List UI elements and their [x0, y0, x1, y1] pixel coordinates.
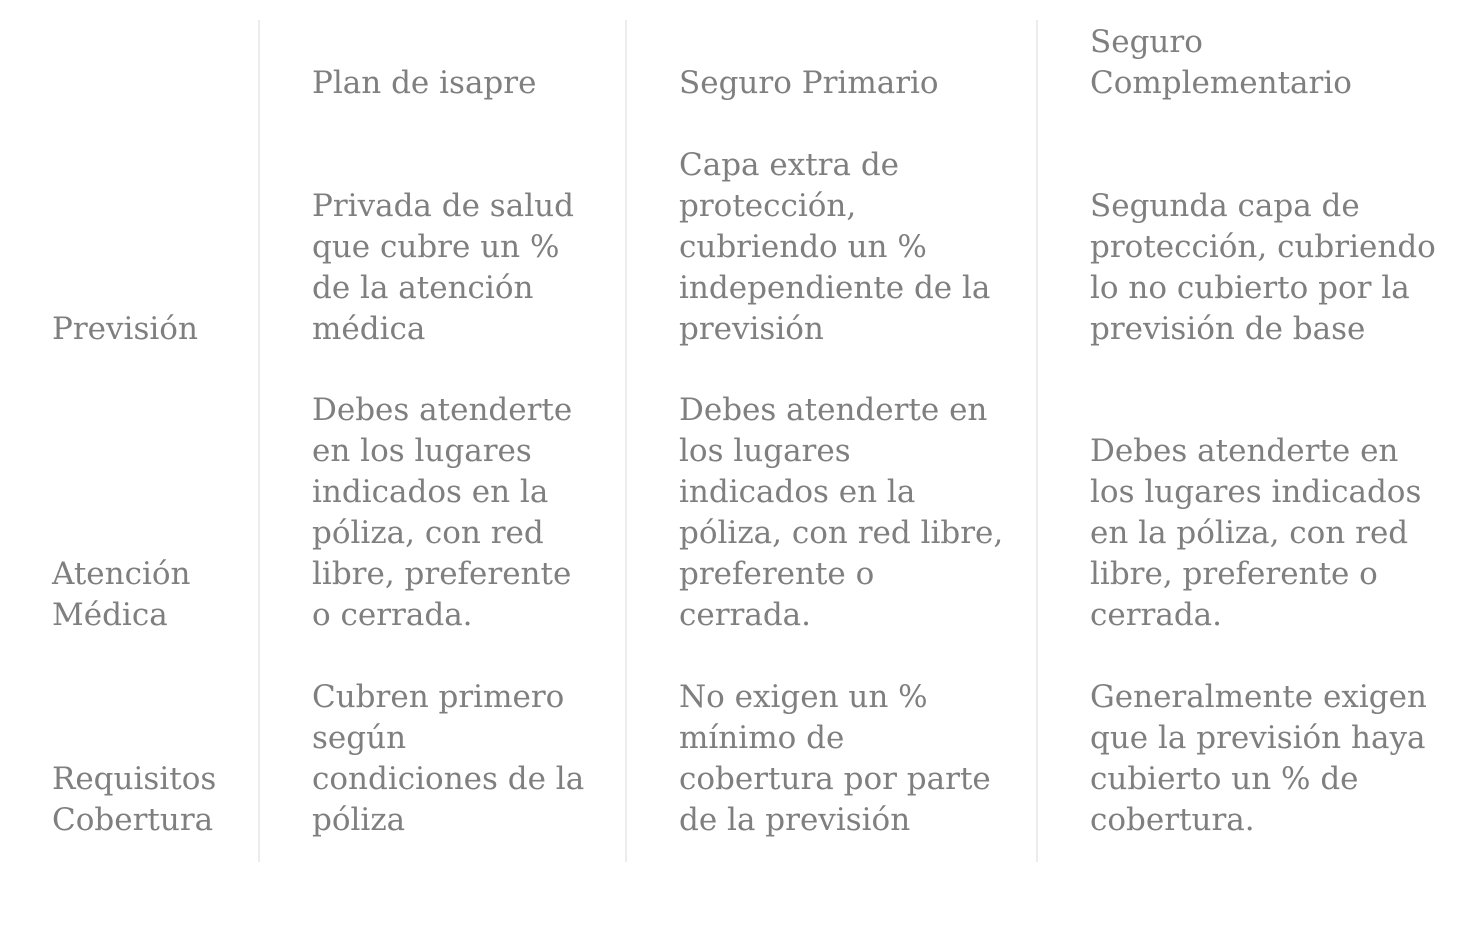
column-header-line: Plan de isapre: [312, 65, 537, 101]
row-label-atencion-medica: [52, 390, 242, 636]
cell-line: póliza: [312, 802, 406, 838]
column-divider: [258, 20, 260, 862]
cell-line: según: [312, 720, 407, 756]
cell-line: previsión de base: [1090, 311, 1366, 347]
column-header-plan-de-isapre: [312, 20, 612, 104]
cell-line: preferente o: [679, 556, 875, 592]
cell-line: los lugares indicados: [1090, 474, 1422, 510]
cell-line: protección,: [679, 188, 857, 224]
cell-line: o cerrada.: [312, 597, 473, 633]
column-divider: [625, 20, 627, 862]
cell-prevision-plan-de-isapre: [312, 145, 612, 350]
cell-requisitos-seguro-complementario: [1090, 676, 1450, 841]
cell-line: Privada de salud: [312, 188, 574, 224]
cell-line: médica: [312, 311, 426, 347]
row-label-line: Atención: [52, 556, 191, 592]
cell-line: póliza, con red libre,: [679, 515, 1004, 551]
column-divider: [1036, 20, 1038, 862]
cell-line: Generalmente exigen: [1090, 679, 1427, 715]
row-label-prevision: [52, 145, 242, 350]
cell-line: libre, preferente: [312, 556, 572, 592]
cell-line: en la póliza, con red: [1090, 515, 1409, 551]
cell-line: condiciones de la: [312, 761, 585, 797]
cell-line: los lugares: [679, 433, 851, 469]
column-header-line: Complementario: [1090, 65, 1352, 101]
cell-line: cobertura.: [1090, 802, 1255, 838]
column-header-seguro-complementario: [1090, 20, 1450, 104]
row-label-line: Médica: [52, 597, 168, 633]
cell-line: lo no cubierto por la: [1090, 270, 1410, 306]
cell-line: previsión: [679, 311, 824, 347]
cell-requisitos-plan-de-isapre: [312, 676, 612, 841]
cell-line: cubierto un % de: [1090, 761, 1359, 797]
cell-line: No exigen un %: [679, 679, 928, 715]
row-label-line: Cobertura: [52, 802, 214, 838]
cell-prevision-seguro-primario: [679, 145, 1009, 350]
cell-line: indicados en la: [679, 474, 916, 510]
cell-line: Debes atenderte: [312, 392, 573, 428]
cell-line: de la previsión: [679, 802, 911, 838]
cell-atencion-seguro-primario: [679, 390, 1009, 636]
column-header-line: Seguro: [1090, 24, 1203, 60]
cell-line: en los lugares: [312, 433, 532, 469]
cell-line: Debes atenderte en: [679, 392, 988, 428]
cell-prevision-seguro-complementario: [1090, 145, 1450, 350]
column-header-seguro-primario: [679, 20, 1009, 104]
cell-line: protección, cubriendo: [1090, 229, 1436, 265]
cell-requisitos-seguro-primario: [679, 676, 1009, 841]
cell-line: que cubre un %: [312, 229, 560, 265]
cell-line: indicados en la: [312, 474, 549, 510]
row-label-line: Requisitos: [52, 761, 217, 797]
cell-line: cobertura por parte: [679, 761, 991, 797]
cell-line: Cubren primero: [312, 679, 565, 715]
cell-line: Segunda capa de: [1090, 188, 1360, 224]
row-label-requisitos-cobertura: [52, 676, 242, 841]
cell-atencion-seguro-complementario: [1090, 390, 1450, 636]
cell-line: Debes atenderte en: [1090, 433, 1399, 469]
cell-line: libre, preferente o: [1090, 556, 1378, 592]
row-label-line: Previsión: [52, 311, 198, 347]
cell-line: cerrada.: [1090, 597, 1223, 633]
cell-line: póliza, con red: [312, 515, 544, 551]
cell-line: cubriendo un %: [679, 229, 927, 265]
cell-line: cerrada.: [679, 597, 812, 633]
cell-line: independiente de la: [679, 270, 991, 306]
cell-line: mínimo de: [679, 720, 845, 756]
cell-line: de la atención: [312, 270, 534, 306]
cell-atencion-plan-de-isapre: [312, 390, 612, 636]
column-header-line: Seguro Primario: [679, 65, 939, 101]
cell-line: que la previsión haya: [1090, 720, 1426, 756]
cell-line: Capa extra de: [679, 147, 900, 183]
